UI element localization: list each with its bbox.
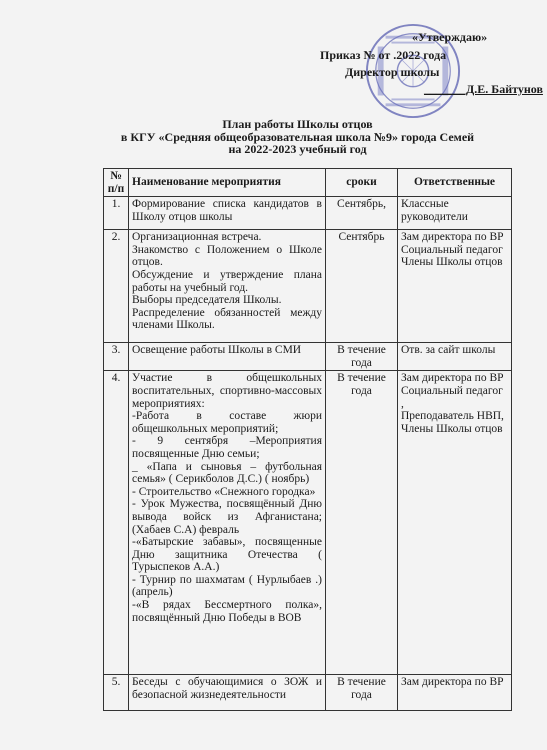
header-term: сроки bbox=[326, 169, 398, 197]
responsible-line: Социальный педагог , bbox=[401, 384, 503, 410]
event-line: Выборы председателя Школы. bbox=[132, 294, 282, 307]
event-line: - Строительство «Снежного городка» bbox=[132, 485, 316, 498]
row-responsible bbox=[398, 343, 512, 371]
table-row bbox=[104, 675, 512, 711]
row-term: Сентябрь, bbox=[326, 197, 398, 230]
responsible-line: Члены Школы отцов bbox=[401, 422, 503, 435]
event-line: - Турнир по шахматам ( Нурлыбаев .)(апрель) bbox=[132, 573, 322, 599]
row-event bbox=[129, 230, 326, 343]
row-event bbox=[129, 371, 326, 675]
row-number: 3. bbox=[104, 343, 129, 371]
responsible-line: Зам директора по ВР bbox=[401, 676, 504, 689]
row-number: 2. bbox=[104, 230, 129, 343]
header-event: Наименование мероприятия bbox=[129, 169, 326, 197]
event-line: Формирование списка кандидатов в Школу отцов школы bbox=[132, 198, 322, 223]
header-responsible: Ответственные bbox=[398, 169, 512, 197]
row-term: В течение года bbox=[326, 343, 398, 371]
row-event bbox=[129, 197, 326, 230]
responsible-line: Социальный педагог bbox=[401, 243, 503, 256]
event-line: Организационная встреча. bbox=[132, 231, 262, 244]
row-number: 4. bbox=[104, 371, 129, 675]
event-line: _ «Папа и сыновья – футбольная семья» ( Серикболов Д.С.) ( ноябрь) bbox=[132, 460, 322, 486]
row-responsible bbox=[398, 197, 512, 230]
event-line: -Работа в составе жюри общешкольных мероприятий; bbox=[132, 410, 322, 435]
row-event bbox=[129, 675, 326, 711]
responsible-line: Зам директора по ВР bbox=[401, 372, 504, 385]
title-line-3: на 2022-2023 учебный год bbox=[228, 142, 367, 156]
row-term: Сентябрь bbox=[326, 230, 398, 343]
row-term: В течение года bbox=[326, 675, 398, 711]
row-number: 1. bbox=[104, 197, 129, 230]
event-line: Распределение обязанностей между членами Школы. bbox=[132, 306, 322, 332]
event-line: - 9 сентября –Мероприятия посвященные Дню семьи; bbox=[132, 435, 322, 460]
header-number: № п/п bbox=[104, 169, 129, 197]
event-line: Освещение работы Школы в СМИ bbox=[132, 344, 302, 357]
responsible-line: Преподаватель НВП, bbox=[401, 410, 504, 423]
event-line: Беседы с обучающимися о ЗОЖ и безопасной жизнедеятельности bbox=[132, 676, 322, 701]
approved-label: «Утверждаю» bbox=[412, 30, 488, 44]
responsible-line: Зам директора по ВР bbox=[401, 231, 504, 244]
event-line: -«В рядах Бессмертного полка», посвящённый Дню Победы в ВОВ bbox=[132, 599, 322, 624]
plan-table bbox=[103, 168, 512, 711]
table-row bbox=[104, 371, 512, 675]
document-title bbox=[110, 118, 485, 156]
table-row bbox=[104, 197, 512, 230]
responsible-line: Отв. за сайт школы bbox=[401, 344, 496, 357]
table-row bbox=[104, 230, 512, 343]
row-responsible bbox=[398, 371, 512, 675]
row-responsible bbox=[398, 230, 512, 343]
row-term: В течение года bbox=[326, 371, 398, 675]
title-line-2: в КГУ «Средняя общеобразовательная школа №9» города Семей bbox=[120, 129, 475, 144]
event-line: Обсуждение и утверждение плана работы на учебный год. bbox=[132, 268, 322, 294]
table-row bbox=[104, 343, 512, 371]
event-line: Участие в общешкольных воспитательных, спортивно-массовых мероприятиях: bbox=[132, 372, 322, 410]
event-line: Знакомство с Положением о Школе отцов. bbox=[132, 243, 322, 269]
director-name: _______Д.Е. Байтунов bbox=[424, 82, 543, 96]
director-label: Директор школы bbox=[345, 65, 440, 79]
title-line-1: План работы Школы отцов bbox=[222, 117, 373, 131]
table-header-row bbox=[104, 169, 512, 197]
responsible-line: Члены Школы отцов bbox=[401, 256, 503, 269]
event-line: - Урок Мужества, посвящённый Дню вывода войск из Афганистана; (Хабаев С.А) февраль bbox=[132, 498, 322, 536]
order-line: Приказ № от .2022 года bbox=[320, 48, 447, 62]
row-responsible bbox=[398, 675, 512, 711]
row-number: 5. bbox=[104, 675, 129, 711]
event-line: -«Батырские забавы», посвященные Дню защитника Отечества ( Турыспеков А.А.) bbox=[132, 536, 322, 574]
row-event bbox=[129, 343, 326, 371]
responsible-line: Классные руководители bbox=[401, 198, 468, 223]
